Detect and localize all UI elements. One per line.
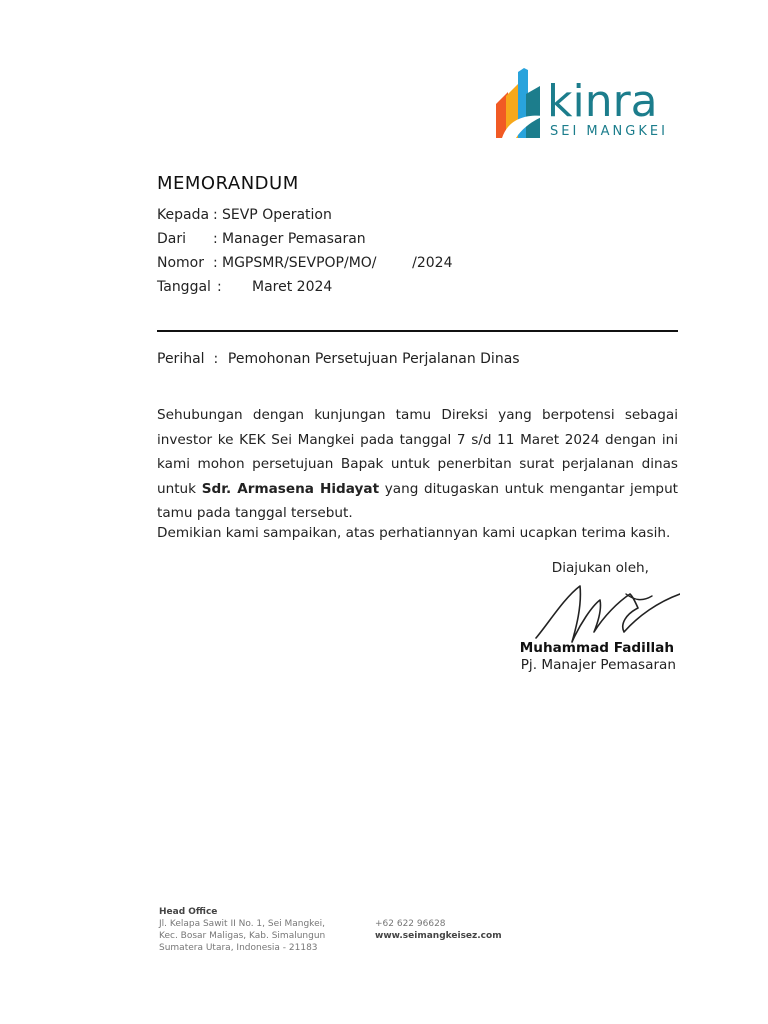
footer-phone: +62 622 96628: [375, 919, 446, 929]
subject-value: Pemohonan Persetujuan Perjalanan Dinas: [227, 351, 520, 367]
memo-title: MEMORANDUM: [157, 173, 299, 194]
footer: [159, 906, 502, 953]
signature-block: [500, 560, 680, 680]
subject-colon: :: [213, 351, 219, 367]
footer-heading: Head Office: [159, 907, 218, 917]
field-colon: :: [213, 207, 218, 223]
body-text-part2: yang ditugaskan untuk mengantar jemput tamu pada tanggal tersebut.: [157, 480, 679, 521]
field-value: Maret 2024: [252, 279, 333, 295]
body-text-bold-name: Sdr. Armasena Hidayat: [201, 480, 380, 497]
submitted-by-label: Diajukan oleh,: [551, 560, 649, 576]
body-text-part1: Sehubungan dengan kunjungan tamu Direksi yang berpotensi sebagai investor ke KEK Sei Mangkei pada tanggal 7 s/d 11 Maret 2024 dengan ini kami mohon persetujuan Bapak untuk penerbitan surat perjalanan dinas untuk: [157, 407, 678, 497]
footer-address: [159, 918, 325, 954]
field-colon: :: [217, 279, 222, 295]
field-label: Nomor: [157, 255, 204, 271]
closing-sentence: Demikian kami sampaikan, atas perhatiannyan kami ucapkan terima kasih.: [157, 525, 671, 541]
field-colon: :: [213, 231, 218, 247]
field-value: Manager Pemasaran: [222, 231, 366, 247]
address-line: Sumatera Utara, Indonesia - 21183: [159, 943, 318, 953]
handwritten-signature: [530, 576, 680, 646]
address-line: Jl. Kelapa Sawit II No. 1, Sei Mangkei,: [159, 919, 325, 929]
address-line: Kec. Bosar Maligas, Kab. Simalungun: [159, 931, 326, 941]
field-label: Dari: [157, 231, 187, 247]
memo-body-paragraph: [157, 403, 678, 526]
kinra-logo: [494, 66, 684, 146]
kinra-logo-mark: [494, 66, 554, 142]
subject-label: Perihal: [157, 351, 205, 367]
footer-website: www.seimangkeisez.com: [375, 931, 502, 941]
footer-contact: [375, 918, 502, 942]
signatory-role: Pj. Manajer Pemasaran: [520, 657, 676, 673]
header-divider: [157, 330, 678, 332]
logo-subtitle: SEI MANGKEI: [550, 124, 668, 139]
field-value: MGPSMR/SEVPOP/MO/ /2024: [222, 255, 453, 271]
signatory-name: Muhammad Fadillah: [519, 640, 674, 656]
field-value: SEVP Operation: [222, 207, 332, 223]
field-colon: :: [213, 255, 218, 271]
subject-line: [157, 351, 520, 367]
field-label: Kepada: [157, 207, 210, 223]
logo-wordmark: kinra: [547, 76, 658, 127]
field-label: Tanggal: [157, 279, 211, 295]
